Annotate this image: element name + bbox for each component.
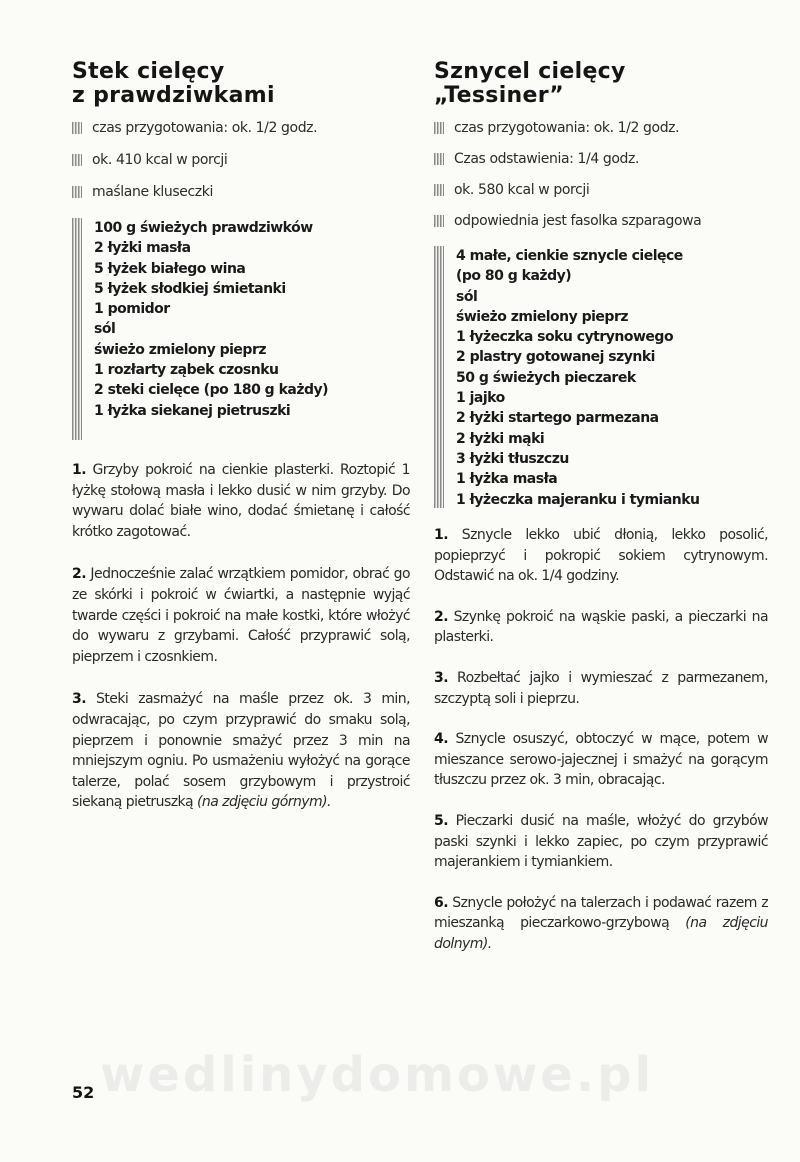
page-number: 52: [72, 1083, 95, 1102]
title-line: z prawdziwkami: [72, 83, 275, 108]
ingredient: 2 łyżki mąki: [456, 430, 545, 447]
ingredient: 3 łyżki tłuszczu: [456, 450, 569, 467]
meta-item: czas przygotowania: ok. 1/2 godz.: [434, 119, 768, 137]
step: 3. Steki zasmażyć na maśle przez ok. 3 min, odwracając, po czym przyprawić do smaku solą, pieprzem i ponownie smażyć przez 3 min na mniejszym ogniu. Po usmażeniu wyłożyć na gorące talerze, polać sosem grzybowym i przystroić siekaną pietruszką (na zdjęciu górnym).: [72, 691, 410, 811]
title-line: „Tessiner”: [434, 83, 565, 108]
step: 1. Grzyby pokroić na cienkie plasterki. Roztopić 1 łyżkę stołową masła i lekko dusić w nim grzyby. Do wywaru dolać białe wino, dodać śmietanę i całość krótko zagotować.: [72, 462, 410, 540]
ingredient: 1 jajko: [456, 390, 505, 407]
ingredient: 5 łyżek słodkiej śmietanki: [94, 280, 286, 297]
title-line: Stek cielęcy: [72, 59, 225, 84]
step: 2. Jednocześnie zalać wrzątkiem pomidor, obrać go ze skórki i pokroić w ćwiartki, a następnie wyjąć twarde części i pokroić na małe kostki, które włożyć do wywaru z grzybami. Całość przyprawić solą, pieprzem i czosnkiem.: [72, 566, 411, 665]
title-line: Sznycel cielęcy: [434, 59, 626, 84]
meta-item: czas przygotowania: ok. 1/2 godz.: [72, 119, 410, 137]
meta-item: ok. 580 kcal w porcji: [434, 181, 768, 199]
ingredient: 2 steki cielęce (po 180 g każdy): [94, 382, 329, 399]
square-bullet-icon: [434, 153, 444, 165]
step: 4. Sznycle osuszyć, obtoczyć w mące, potem w mieszance serowo-jajecznej i smażyć na gorącym tłuszczu przez ok. 3 min, obracając.: [434, 731, 768, 789]
ingredient: 50 g świeżych pieczarek: [456, 369, 636, 386]
ingredient: 2 łyżki masła: [94, 240, 191, 257]
ingredient: 2 łyżki startego parmezana: [456, 410, 659, 427]
ingredient: sól: [456, 288, 478, 305]
step: 1. Sznycle lekko ubić dłonią, lekko posolić, popieprzyć i pokropić sokiem cytrynowym. Odstawić na ok. 1/4 godziny.: [434, 527, 768, 585]
ingredient: 1 łyżka siekanej pietruszki: [94, 402, 291, 419]
recipe-left: [72, 60, 410, 813]
square-bullet-icon: [72, 186, 82, 198]
ingredient: 1 rozłarty ząbek czosnku: [94, 362, 279, 379]
ingredient: 2 plastry gotowanej szynki: [456, 349, 655, 366]
ingredient: 1 łyżka masła: [456, 471, 558, 488]
step: 2. Szynkę pokroić na wąskie paski, a pieczarki na plasterki.: [434, 608, 768, 646]
square-bullet-icon: [72, 122, 82, 134]
ingredient: 1 łyżeczka soku cytrynowego: [456, 329, 674, 346]
recipe-title: [72, 60, 410, 108]
recipe-meta-list: [434, 119, 768, 230]
recipe-right: [434, 60, 768, 955]
ingredients-list: [72, 218, 410, 440]
ingredient: (po 80 g każdy): [456, 268, 572, 285]
square-bullet-icon: [434, 122, 444, 134]
ingredient: 100 g świeżych prawdziwków: [94, 220, 313, 236]
meta-item: Czas odstawienia: 1/4 godz.: [434, 150, 768, 168]
meta-item: maślane kluseczki: [72, 183, 410, 201]
step: 6. Sznycle położyć na talerzach i podawać razem z mieszanką pieczarkowo-grzybową (na zdjęciu dolnym).: [434, 894, 769, 952]
ingredients-list: [434, 246, 768, 508]
square-bullet-icon: [434, 215, 444, 227]
ingredient: świeżo zmielony pieprz: [456, 308, 629, 325]
ingredient: 1 łyżeczka majeranku i tymianku: [456, 491, 700, 508]
recipe-title: [434, 60, 768, 108]
step: 5. Pieczarki dusić na maśle, włożyć do grzybów paski szynki i lekko zapiec, po czym przyprawić majerankiem i tymiankiem.: [434, 812, 768, 871]
ingredient: 1 pomidor: [94, 301, 170, 318]
meta-item: ok. 410 kcal w porcji: [72, 151, 410, 169]
square-bullet-icon: [72, 154, 82, 166]
recipe-meta-list: [72, 119, 410, 201]
square-bullet-icon: [434, 184, 444, 196]
meta-item: odpowiednia jest fasolka szparagowa: [434, 212, 768, 230]
ingredient: świeżo zmielony pieprz: [94, 341, 267, 358]
ingredient: 4 małe, cienkie sznycle cielęce: [456, 248, 683, 264]
ingredient: 5 łyżek białego wina: [94, 260, 246, 277]
ingredient: sól: [94, 321, 116, 338]
step: 3. Rozbełtać jajko i wymieszać z parmezanem, szczyptą soli i pieprzu.: [434, 669, 768, 707]
watermark: wedlinydomowe.pl: [100, 1047, 654, 1103]
